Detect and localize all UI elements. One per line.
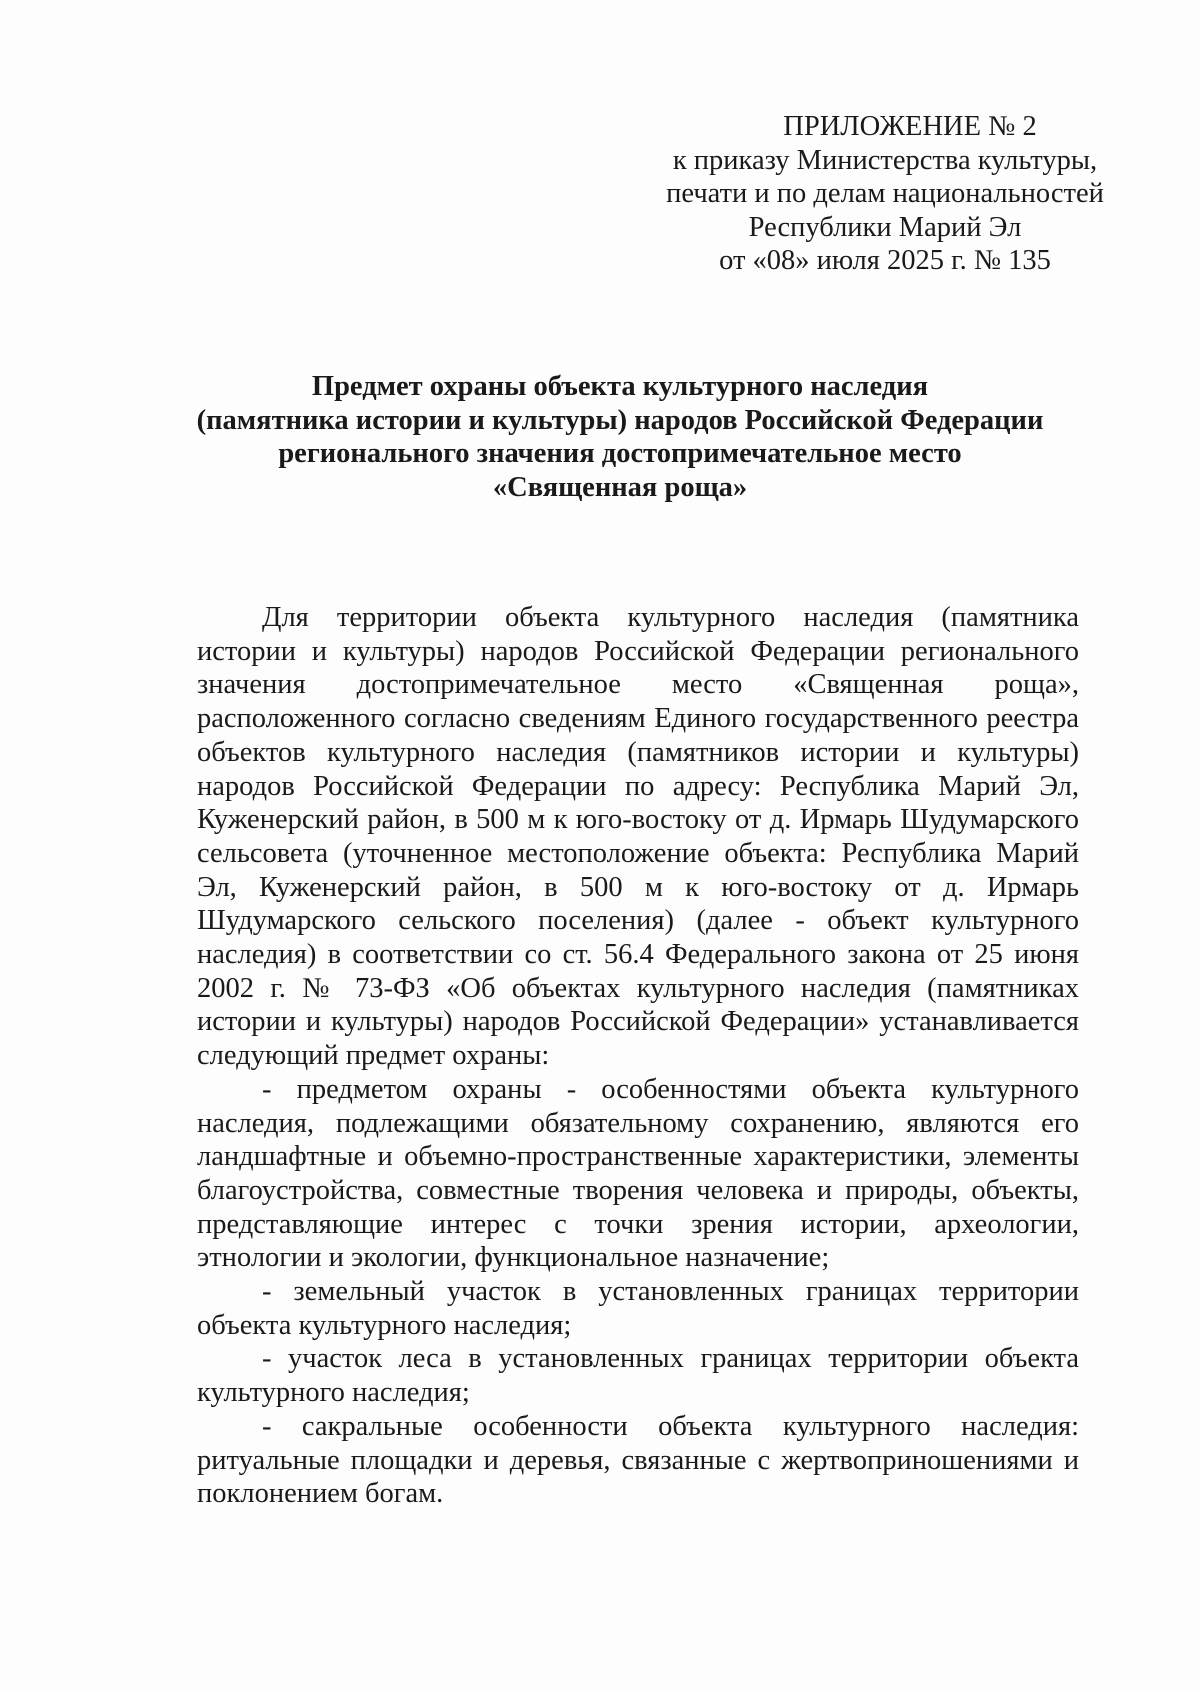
appendix-order-date: от «08» июля 2025 г. № 135 [719,245,1051,276]
title-line: регионального значения достопримечательное место [278,438,962,469]
document-body [197,601,1079,1511]
appendix-line: к приказу Министерства культуры, [672,144,1098,176]
intro-paragraph: Для территории объекта культурного наследия (памятника истории и культуры) народов Российской Федерации регионального значения достопримечательное место «Священная роща», расположенного согласно сведениям Единого государственного реестра объектов культурного наследия (памятников истории и культуры) народов Российской Федерации по адресу: Республика Марий Эл, Куженерский район, в 500 м к юго-востоку от д. Ирмарь Шудумарского сельсовета (уточненное местоположение объекта: Республика Марий Эл, Куженерский район, в 500 м к юго-востоку от д. Ирмарь Шудумарского сельского поселения) (далее - объект культурного наследия) в соответствии со ст. 56.4 Федерального закона от 25 июня 2002 г. № 73-ФЗ «Об объектах культурного наследия (памятниках истории и культуры) народов Российской Федерации» устанавливается следующий предмет охраны: [197,602,1079,1072]
list-item: - предметом охраны - особенностями объекта культурного наследия, подлежащими обязательному сохранению, являются его ландшафтные и объемно-пространственные характеристики, элементы благоустройства, совместные творения человека и природы, объекты, представляющие интерес с точки зрения истории, археологии, этнологии и экологии, функциональное назначение; [197,1073,1079,1274]
document-title [160,370,1080,504]
list-item: - сакральные особенности объекта культурного наследия: ритуальные площадки и деревья, связанные с жертвоприношениями и поклонением богам. [197,1410,1079,1510]
title-line: Предмет охраны объекта культурного наследия [311,371,929,402]
appendix-line: Республики Марий Эл [748,211,1022,243]
list-item: - участок леса в установленных границах территории объекта культурного наследия; [197,1343,1079,1409]
list-item: - земельный участок в установленных границах территории объекта культурного наследия; [197,1276,1079,1341]
appendix-number: ПРИЛОЖЕНИЕ № 2 [783,111,1037,142]
appendix-header [640,110,1130,278]
title-line: «Священная роща» [492,471,748,503]
appendix-line: печати и по делам национальностей [666,178,1104,209]
title-line: (памятника истории и культуры) народов Российской Федерации [196,404,1044,436]
